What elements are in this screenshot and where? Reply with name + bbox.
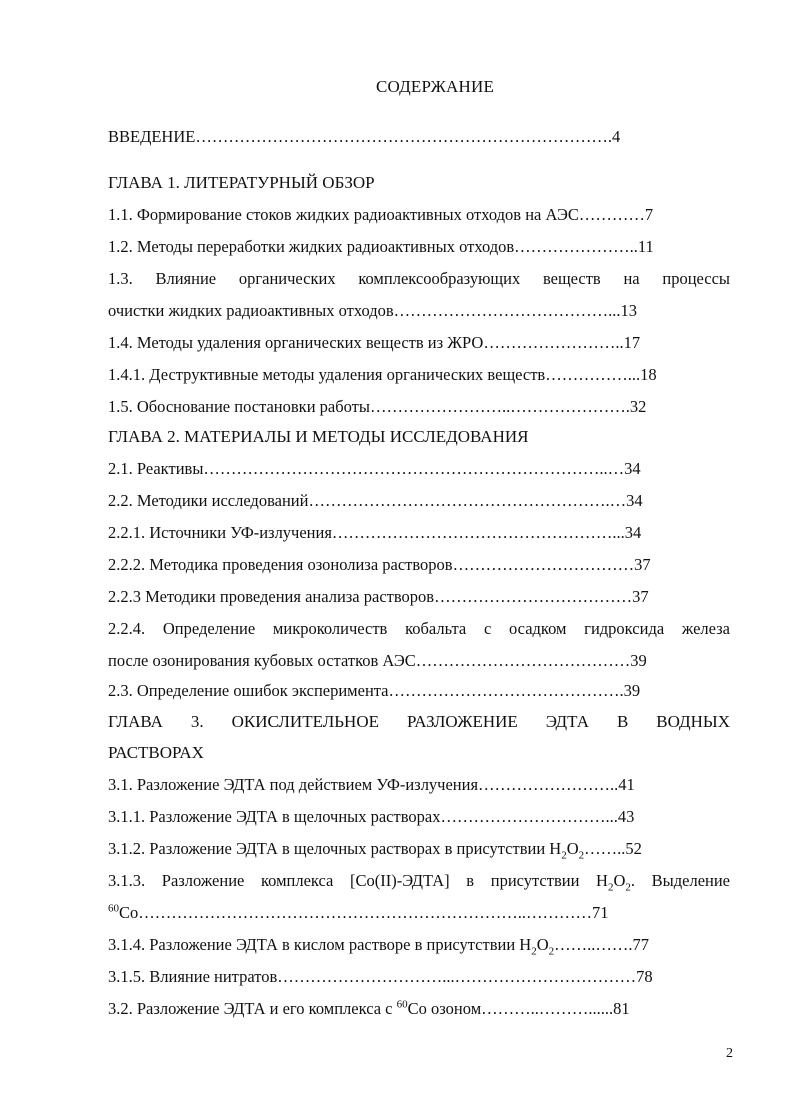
toc-entry-text: 3.1.4. Разложение ЭДТА в кислом растворе в присутствии H [108, 935, 532, 954]
subscript: 2 [625, 881, 631, 894]
toc-entry-3-1-2[interactable] [108, 836, 730, 862]
subscript: 2 [607, 881, 614, 894]
toc-entry-text: Co озоном………..………......81 [407, 999, 630, 1018]
toc-entry-text: . Выделение [630, 871, 730, 890]
toc-entry-1-5[interactable]: 1.5. Обоснование постановки работы……………………..………………….32 [108, 397, 647, 416]
subscript: 2 [561, 849, 567, 862]
toc-entry-introduction[interactable]: ВВЕДЕНИЕ………………………………………………………………….4 [108, 127, 621, 146]
page-number: 2 [726, 1046, 733, 1061]
toc-entry-2-2[interactable]: 2.2. Методики исследований……………………………………………….…34 [108, 491, 643, 510]
toc-entry-3-1-3-continued[interactable] [108, 900, 730, 926]
toc-chapter-3-heading-continued[interactable]: РАСТВОРАХ [108, 743, 204, 762]
toc-entry-3-1[interactable]: 3.1. Разложение ЭДТА под действием УФ-излучения……………………..41 [108, 775, 635, 794]
toc-entry-page: ……..52 [584, 839, 642, 858]
toc-entry-text: O [613, 871, 626, 890]
toc-entry-page: ……..…….77 [554, 935, 649, 954]
toc-entry-3-1-1[interactable]: 3.1.1. Разложение ЭДТА в щелочных растворах…………………………...43 [108, 807, 635, 826]
toc-entry-1-3-continued[interactable]: очистки жидких радиоактивных отходов…………………………………...13 [108, 301, 638, 320]
toc-chapter-2-heading[interactable]: ГЛАВА 2. МАТЕРИАЛЫ И МЕТОДЫ ИССЛЕДОВАНИЯ [108, 427, 529, 446]
toc-chapter-1-heading[interactable]: ГЛАВА 1. ЛИТЕРАТУРНЫЙ ОБЗОР [108, 173, 375, 192]
toc-entry-3-1-4[interactable] [108, 932, 730, 958]
toc-entry-2-2-2[interactable]: 2.2.2. Методика проведения озонолиза растворов……………………………37 [108, 555, 651, 574]
subscript: 2 [578, 849, 585, 862]
toc-entry-1-1[interactable]: 1.1. Формирование стоков жидких радиоактивных отходов на АЭС…………7 [108, 205, 654, 224]
toc-entry-2-2-4[interactable]: 2.2.4. Определение микроколичеств кобальта с осадком гидроксида железа [108, 619, 730, 638]
toc-entry-2-3[interactable]: 2.3. Определение ошибок эксперимента…………………………………….39 [108, 681, 641, 700]
toc-entry-1-4[interactable]: 1.4. Методы удаления органических веществ из ЖРО……………………..17 [108, 333, 641, 352]
toc-entry-2-2-1[interactable]: 2.2.1. Источники УФ-излучения……………………………………………...34 [108, 523, 642, 542]
superscript: 60 [396, 998, 408, 1011]
toc-entry-1-3[interactable]: 1.3. Влияние органических комплексообразующих веществ на процессы [108, 269, 730, 288]
toc-chapter-3-heading[interactable]: ГЛАВА 3. ОКИСЛИТЕЛЬНОЕ РАЗЛОЖЕНИЕ ЭДТА В ВОДНЫХ [108, 712, 730, 731]
toc-entry-2-1[interactable]: 2.1. Реактивы………………………………………………………………..…34 [108, 459, 641, 478]
toc-entry-2-2-4-continued[interactable]: после озонирования кубовых остатков АЭС…………………………………39 [108, 651, 647, 670]
toc-entry-text: 3.1.3. Разложение комплекса [Co(II)-ЭДТА] в присутствии H [108, 871, 608, 890]
toc-entry-3-2[interactable] [108, 996, 730, 1022]
superscript: 60 [108, 902, 119, 915]
toc-entry-text: 3.2. Разложение ЭДТА и его комплекса с [108, 999, 397, 1018]
toc-entry-1-2[interactable]: 1.2. Методы переработки жидких радиоактивных отходов…………………..11 [108, 237, 654, 256]
page-title: СОДЕРЖАНИЕ [375, 77, 495, 96]
toc-entry-3-1-3[interactable] [108, 868, 730, 894]
toc-entry-text: Co……………………………………………………………..…………71 [119, 903, 609, 922]
toc-entry-text: O [536, 935, 549, 954]
toc-entry-2-2-3[interactable]: 2.2.3 Методики проведения анализа растворов………………………………37 [108, 587, 649, 606]
toc-entry-text: 3.1.2. Разложение ЭДТА в щелочных растворах в присутствии H [108, 839, 562, 858]
subscript: 2 [531, 945, 537, 958]
toc-entry-text: O [566, 839, 579, 858]
toc-entry-3-1-5[interactable]: 3.1.5. Влияние нитратов…………………………...……………………………78 [108, 967, 653, 986]
subscript: 2 [548, 945, 555, 958]
toc-entry-1-4-1[interactable]: 1.4.1. Деструктивные методы удаления органических веществ……………...18 [108, 365, 657, 384]
